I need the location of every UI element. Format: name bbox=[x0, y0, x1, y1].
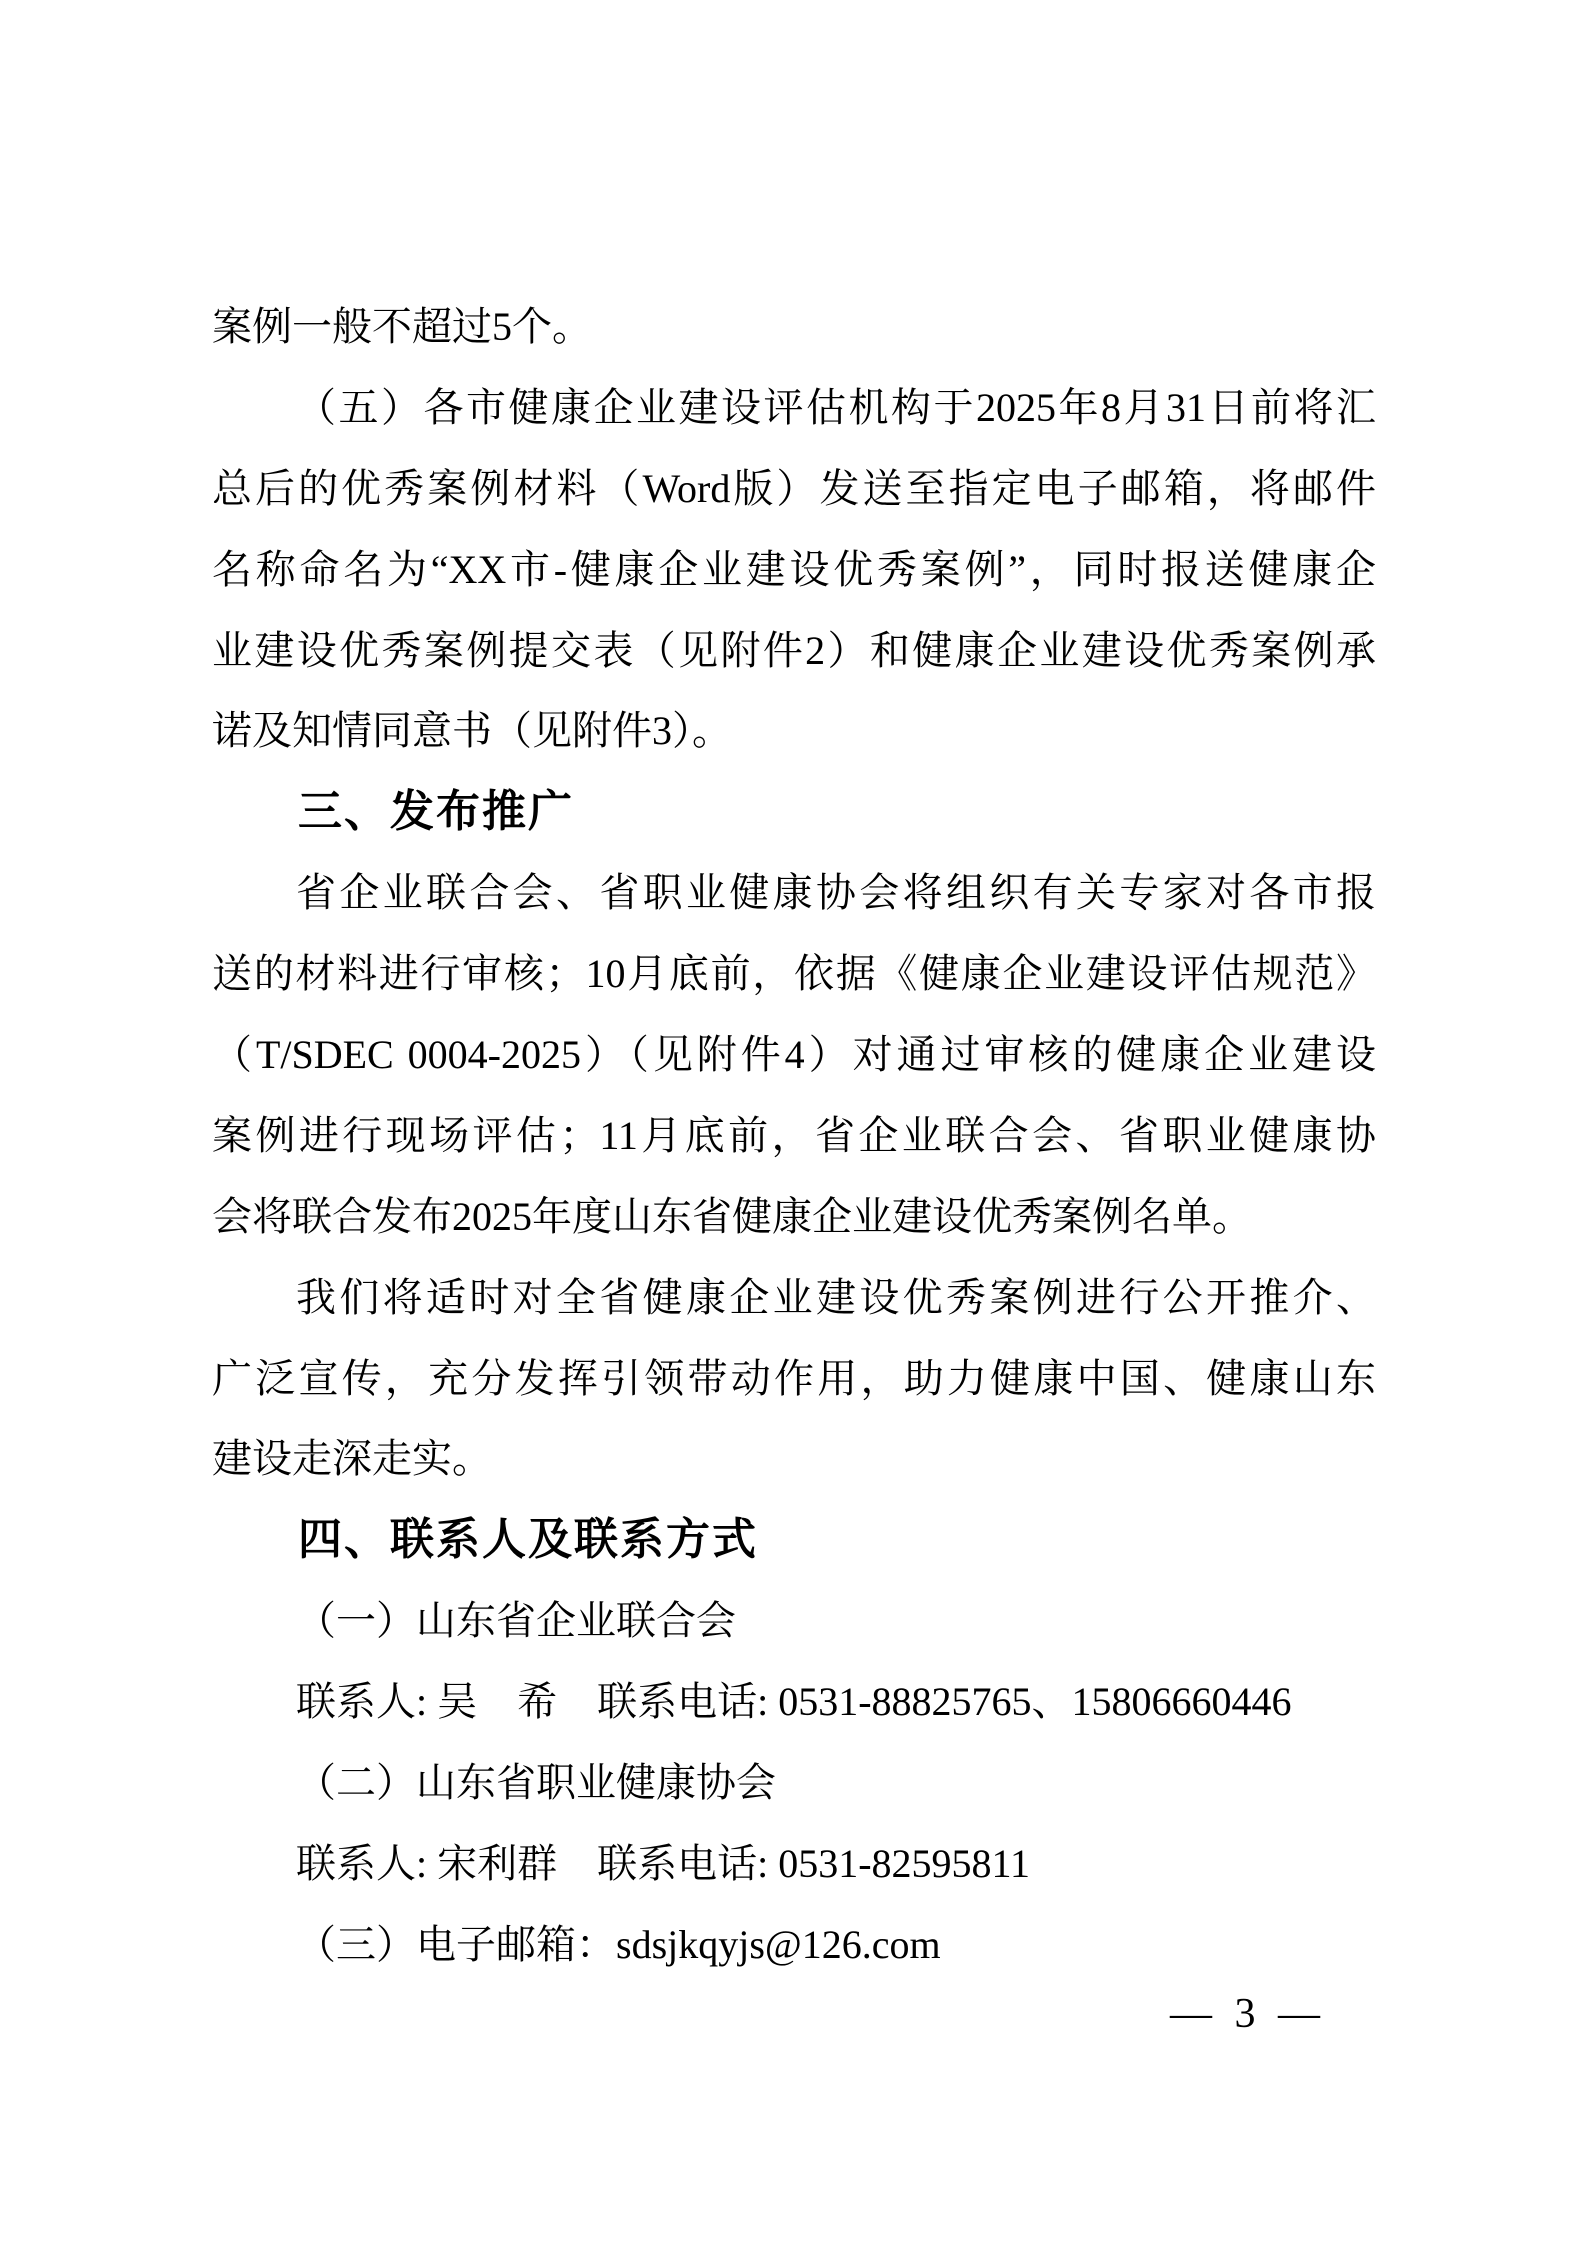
contact-org-2: （二）山东省职业健康协会 bbox=[296, 1760, 776, 1806]
paragraph-line: 总后的优秀案例材料（Word版）发送至指定电子邮箱，将邮件 bbox=[212, 465, 1376, 511]
paragraph-line: 送的材料进行审核；10月底前，依据《健康企业建设评估规范》 bbox=[212, 951, 1376, 997]
section-heading-publish-promote: 三、发布推广 bbox=[298, 787, 574, 837]
paragraph-line: 广泛宣传，充分发挥引领带动作用，助力健康中国、健康山东 bbox=[212, 1355, 1376, 1401]
contact-org-1: （一）山东省企业联合会 bbox=[296, 1598, 736, 1644]
paragraph-line: 建设走深走实。 bbox=[212, 1436, 492, 1482]
paragraph-line: 案例一般不超过5个。 bbox=[212, 304, 592, 349]
contact-person-1: 联系人: 吴 希 联系电话: 0531-88825765、15806660446 bbox=[296, 1679, 1292, 1725]
paragraph-line: 省企业联合会、省职业健康协会将组织有关专家对各市报 bbox=[296, 870, 1376, 916]
paragraph-line: （T/SDEC 0004-2025）（见附件4）对通过审核的健康企业建设 bbox=[212, 1032, 1376, 1078]
paragraph-line: 我们将适时对全省健康企业建设优秀案例进行公开推介、 bbox=[296, 1274, 1376, 1320]
paragraph-line: 会将联合发布2025年度山东省健康企业建设优秀案例名单。 bbox=[212, 1193, 1252, 1239]
paragraph-line: 案例进行现场评估；11月底前，省企业联合会、省职业健康协 bbox=[212, 1112, 1376, 1158]
paragraph-line: （五）各市健康企业建设评估机构于2025年8月31日前将汇 bbox=[296, 384, 1376, 430]
paragraph-line: 诺及知情同意书（见附件3）。 bbox=[212, 708, 732, 754]
paragraph-line: 业建设优秀案例提交表（见附件2）和健康企业建设优秀案例承 bbox=[212, 627, 1376, 673]
contact-email: （三）电子邮箱：sdsjkqyjs@126.com bbox=[296, 1921, 941, 1967]
document-content bbox=[212, 287, 1376, 1986]
page-number: — 3 — bbox=[1170, 1991, 1326, 2037]
section-heading-contacts: 四、联系人及联系方式 bbox=[298, 1515, 758, 1565]
contact-person-2: 联系人: 宋利群 联系电话: 0531-82595811 bbox=[296, 1840, 1031, 1886]
paragraph-line: 名称命名为“XX市-健康企业建设优秀案例”，同时报送健康企 bbox=[212, 546, 1376, 592]
